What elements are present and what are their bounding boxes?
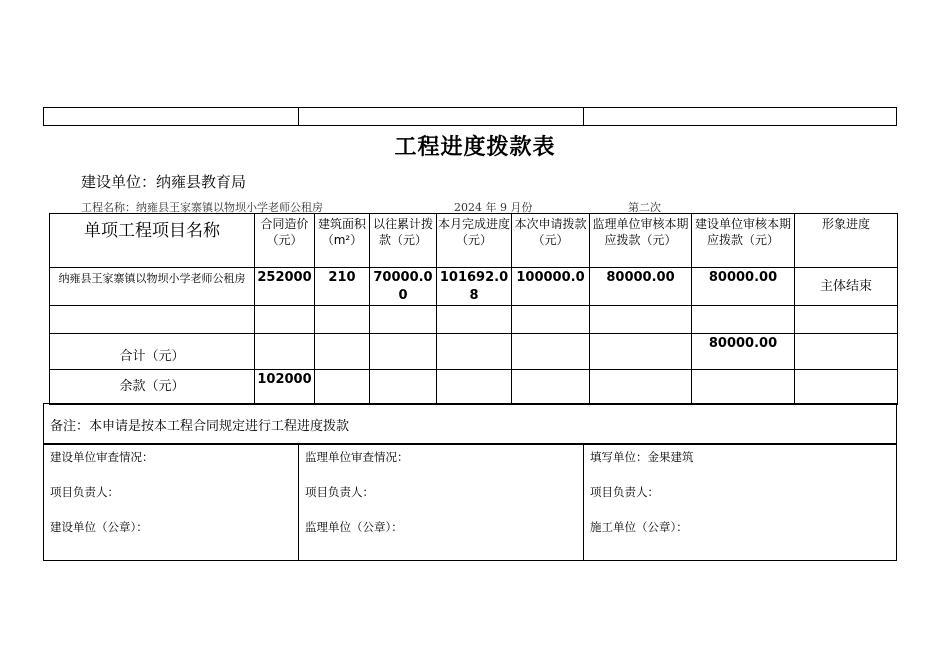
empty-cell [437,370,512,405]
header-month-done: 本月完成进度（元） [437,214,512,268]
empty-cell [590,334,692,370]
remark-box [43,403,897,445]
supervisor-seal-label: 监理单位（公章）： [305,520,403,534]
table-row-empty [50,306,898,334]
empty-cell [370,306,437,334]
total-builder-approved: 80000.00 [692,334,795,370]
page-title: 工程进度拨款表 [394,135,556,160]
empty-cell [795,370,898,405]
supervisor-review-label: 监理单位审查情况： [305,450,409,464]
row-item-name: 纳雍县王家寨镇以物坝小学老师公租房 [50,268,255,306]
empty-cell [437,306,512,334]
contractor-fill-unit-label: 填写单位：金果建筑 [590,450,694,464]
header-building-area [315,214,370,268]
empty-cell [437,334,512,370]
empty-cell [370,370,437,405]
empty-cell [315,306,370,334]
empty-cell [692,306,795,334]
row-prev-total: 70000.00 [370,268,437,306]
empty-cell [315,370,370,405]
supervisor-sign-cell [299,444,584,561]
top-blank-strip [43,107,897,126]
empty-cell [50,306,255,334]
signature-table [43,443,897,561]
header-area-line1: 建筑面积 [317,217,366,231]
builder-sign-cell [44,444,299,561]
table-row [50,268,898,306]
empty-cell [255,306,315,334]
contractor-seal-label: 施工单位（公章）： [590,520,688,534]
balance-value: 102000 [255,370,315,405]
total-label: 合计（元） [50,334,255,370]
header-apply: 本次申请拨款（元） [512,214,590,268]
empty-cell [512,370,590,405]
blank-cell [584,108,897,126]
empty-cell [590,306,692,334]
empty-cell [692,370,795,405]
builder-review-label: 建设单位审查情况： [50,450,154,464]
row-apply: 100000.0 [512,268,590,306]
header-progress: 形象进度 [795,214,898,268]
empty-cell [512,334,590,370]
contractor-sign-cell [584,444,897,561]
supervisor-manager-label: 项目负责人： [305,485,374,499]
header-contract-price: 合同造价（元） [255,214,315,268]
balance-label: 余款（元） [50,370,255,405]
builder-manager-label: 项目负责人： [50,485,119,499]
empty-cell [255,334,315,370]
balance-row [50,370,898,405]
builder-seal-label: 建设单位（公章）： [50,520,148,534]
empty-cell [512,306,590,334]
project-name-line: 工程名称：纳雍县王家寨镇以物坝小学老师公租房 [81,201,323,214]
empty-cell [370,334,437,370]
empty-cell [795,306,898,334]
blank-cell [44,108,299,126]
total-row [50,334,898,370]
row-builder-approved: 80000.00 [692,268,795,306]
row-supervisor-approved: 80000.00 [590,268,692,306]
blank-cell [299,108,584,126]
header-item-name: 单项工程项目名称 [50,214,255,268]
batch-label: 第二次 [628,201,661,214]
row-contract-price: 252000 [255,268,315,306]
row-area: 210 [315,268,370,306]
construction-unit-line: 建设单位：纳雍县教育局 [81,173,247,191]
header-row [50,214,898,268]
header-builder-approved: 建设单位审核本期应拨款（元） [692,214,795,268]
header-supervisor-approved: 监理单位审核本期应拨款（元） [590,214,692,268]
payment-table [49,213,898,405]
row-progress: 主体结束 [795,268,898,306]
remark-text: 备注：本申请是按本工程合同规定进行工程进度拨款 [50,419,350,434]
header-area-line2: （m²） [321,233,363,247]
contractor-manager-label: 项目负责人： [590,485,659,499]
period-label: 2024 年 9 月份 [454,201,533,214]
empty-cell [795,334,898,370]
empty-cell [590,370,692,405]
empty-cell [315,334,370,370]
row-month-done: 101692.08 [437,268,512,306]
header-prev-total: 以往累计拨款（元） [370,214,437,268]
